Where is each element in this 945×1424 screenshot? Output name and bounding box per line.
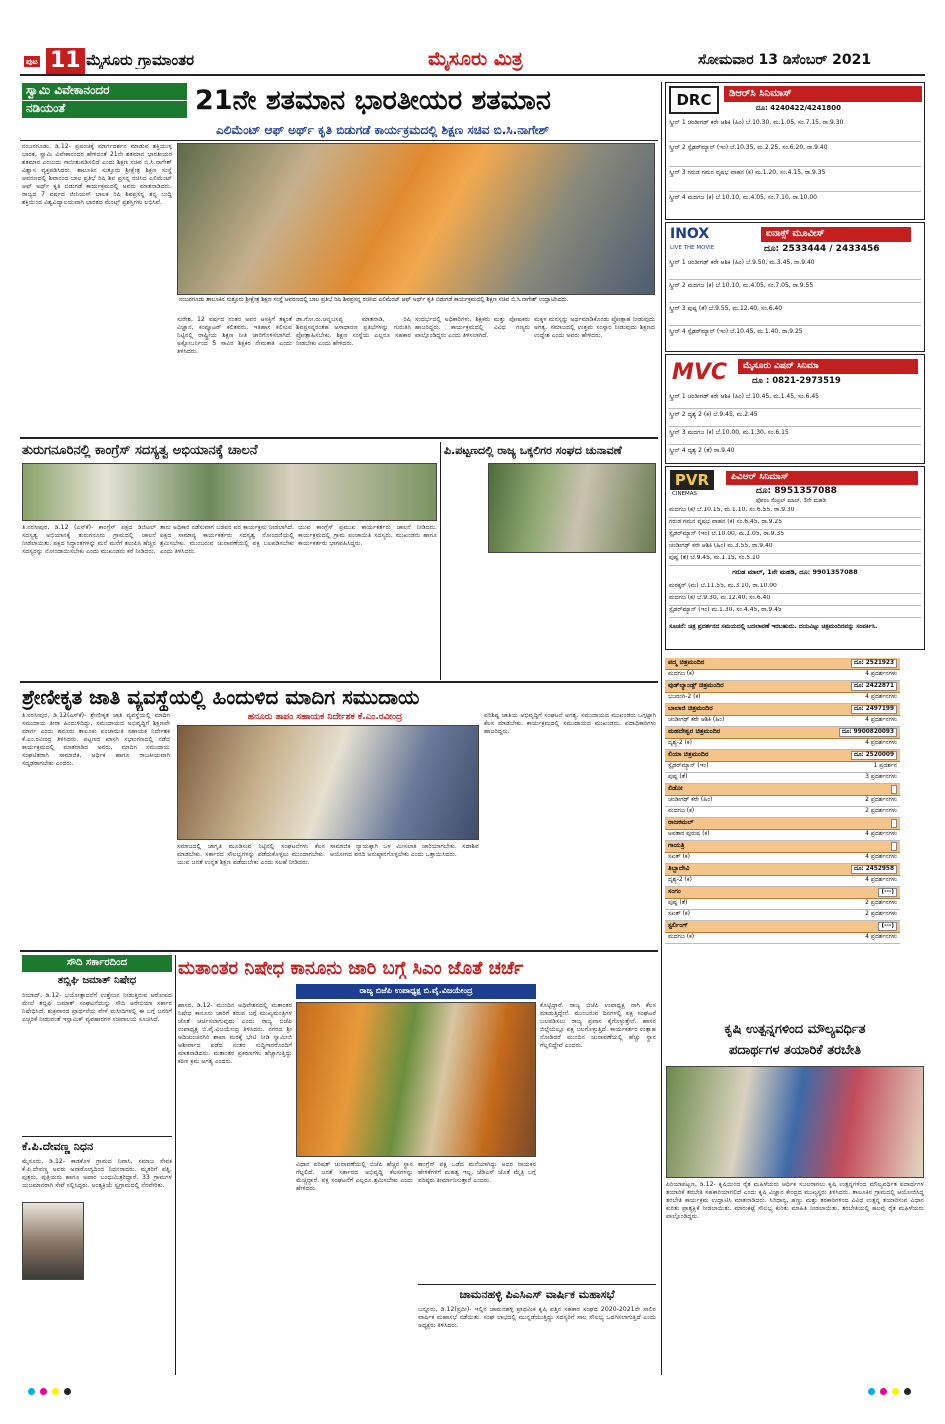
story1-body-d: ಸಂದರ್ಭದಲ್ಲಿ ಅಧಿಕಾರಿಗಳು, ಶಿಕ್ಷಕರು ಮತ್ತು ಪೋಷಕರು ಹಾಜರಿದ್ದರು. ಕಾರ್ಯಕ್ರಮದಲ್ಲಿ ವಿವಿಧ ಗಣ್ಯರು ಪಾಲ್ಗೊಂಡಿದ್ದರು ಎಂದು ತಿಳಿಸಲಾಗಿದೆ. bbox=[415, 316, 530, 340]
registration-mark bbox=[40, 1388, 47, 1395]
theatre-header bbox=[665, 658, 900, 670]
film-shows: 4 ಪ್ರದರ್ಶನಗಳು bbox=[865, 853, 897, 860]
date: ಸೋಮವಾರ 13 ಡಿಸೆಂಬರ್ 2021 bbox=[698, 52, 872, 68]
film-shows: 2 ಪ್ರದರ್ಶನಗಳು bbox=[865, 796, 897, 803]
mvc-row-3: ಸ್ಕ್ರೀನ್ 3 ಮದಗಜ (ಕ) ಬೆ.10.00, ಮ.1.30, ಸಂ.6.15 bbox=[669, 429, 921, 445]
registration-mark bbox=[880, 1388, 887, 1395]
story8-body: ಪಿರಿಯಾಪಟ್ಟಣ, ಡಿ.12- ಕೃಷಿಯಿಂದ ರೈತ ಮಹಿಳೆಯರು ಆರ್ಥಿಕ ಸಬಲರಾಗಲು ಕೃಷಿ ಉತ್ಪನ್ನಗಳಿಂದ ಮೌಲ್ಯವರ್ಧಿತ ಪದಾರ್ಥಗಳ ತಯಾರಿಕೆ ತರಬೇತಿ ಸಹಕಾರಿಯಾಗಲಿದೆ ಎಂದು ಕೃಷಿ ವಿಜ್ಞಾನ ಕೇಂದ್ರದ ಮುಖ್ಯಸ್ಥರು ತಿಳಿಸಿದರು. ತಾಲೂಕಿನ ಗ್ರಾಮದಲ್ಲಿ ಆಯೋಜಿಸಿದ್ದ ತರಬೇತಿ ಕಾರ್ಯಕ್ರಮ ಉದ್ಘಾಟಿಸಿ ಮಾತನಾಡಿದರು. ಸಿರಿಧಾನ್ಯ, ಹಣ್ಣು ಮತ್ತು ತರಕಾರಿಗಳಿಂದ ವಿವಿಧ ಉತ್ಪನ್ನ ತಯಾರಿಸುವ ವಿಧಾನ ಕುರಿತು ಪ್ರಾತ್ಯಕ್ಷಿಕೆ ನೀಡಲಾಯಿತು. ಮಾರುಕಟ್ಟೆ ಸೌಲಭ್ಯ ಕುರಿತು ಮಾಹಿತಿ ನೀಡಲಾಯಿತು. ತರಬೇತಿಯಲ್ಲಿ ಹಲವು ರೈತ ಮಹಿಳೆಯರು ಪಾಲ್ಗೊಂಡಿದ್ದರು. bbox=[666, 1181, 924, 1221]
story7-headline: ಚಾಮನಹಳ್ಳಿ ಪಿಎಸಿಎಸ್ ವಾರ್ಷಿಕ ಮಹಾಸಭೆ bbox=[459, 1288, 615, 1301]
inox-row-3: ಸ್ಕ್ರೀನ್ 3 ಪುಷ್ಪ (ತೆ) ಬೆ.9.55, ಮ.12.40, ಸಂ.6.40 bbox=[669, 305, 921, 326]
inox-row-2: ಸ್ಕ್ರೀನ್ 2 ಮದಗಜ (ಕ) ಬೆ.10.10, ಮ.4.05, ಸಂ.7.05, ರಾ.9.55 bbox=[669, 282, 921, 303]
pvr-tag: CINEMAS bbox=[672, 491, 698, 497]
theatre-film-row bbox=[665, 762, 900, 773]
film-title: ಚಂಡೀಗಢ್ ಕರೇ ಆಶಿಕಿ (ಹಿಂ) bbox=[668, 716, 725, 723]
theatre-film-row bbox=[665, 739, 900, 750]
inox-phone: ದೂ: 2533444 / 2433456 bbox=[764, 244, 880, 254]
film-title: ದೃಶ್ಯ-2 (ಕ) bbox=[668, 739, 692, 746]
theatre-phone: ದೂ: 2452958 bbox=[851, 865, 897, 874]
theatre-header bbox=[665, 818, 900, 830]
section-title: ಮೈಸೂರು ಗ್ರಾಮಾಂತರ bbox=[86, 52, 195, 69]
drc-name: ಡಿಆರ್‌ಸಿ ಸಿನಿಮಾಸ್ bbox=[724, 86, 922, 102]
film-title: ಮದಗಜ (ಕ) bbox=[668, 807, 695, 814]
registration-mark bbox=[904, 1388, 911, 1395]
film-shows: 4 ಪ್ರದರ್ಶನಗಳು bbox=[865, 830, 897, 837]
pvr-row-3: ಸ್ಪೈಡರ್‌ಮ್ಯಾನ್ (ಇಂ) ಬೆ.10.00, ಮ.1.05, ರಾ.9.35 bbox=[669, 531, 921, 542]
theatre-header bbox=[665, 841, 900, 853]
pvr-logo: PVR bbox=[670, 470, 714, 490]
story4-subhead: ಹನೂರು ತಾಪಂ ಸಹಾಯಕ ನಿರ್ದೇಶಕ ಕೆ.ಎಂ.ರವೀಂದ್ರ bbox=[247, 712, 403, 722]
kicker-2: ನಡಿಯಂತೆ bbox=[22, 101, 187, 118]
story4-body-c: ಸಾಮಾಜಿಕ ನ್ಯಾಯಕ್ಕಾಗಿ ಒಳ ಮೀಸಲಾತಿ ಜಾರಿಯಾಗಬೇಕು. ಸದಾಶಿವ ಆಯೋಗದ ವರದಿ ಅನುಷ್ಠಾನಗೊಳ್ಳಬೇಕು ಎಂದು ಒತ್ತಾಯಿಸಿದರು. bbox=[330, 843, 479, 859]
theatre-film-row bbox=[665, 670, 900, 681]
pvr-phone: ದೂ: 8951357088 bbox=[756, 486, 837, 496]
story4-photo bbox=[177, 725, 479, 840]
story1-subhead: ಎಲಿಮೆಂಟ್ ಆಫ್ ಅರ್ಥ್ ಕೃತಿ ಬಿಡುಗಡೆ ಕಾರ್ಯಕ್ರಮದಲ್ಲಿ ಶಿಕ್ಷಣ ಸಚಿವ ಬಿ.ಸಿ.ನಾಗೇಶ್ bbox=[216, 124, 549, 137]
theatre-header bbox=[665, 864, 900, 876]
theatre-header bbox=[665, 704, 900, 716]
story2-headline: ತುರುಗನೂರಿನಲ್ಲಿ ಕಾಂಗ್ರೆಸ್ ಸದಸ್ಯತ್ವ ಅಭಿಯಾನಕ್ಕೆ ಚಾಲನೆ bbox=[22, 443, 258, 458]
theatre-name: ಬಾಲಾಜಿ ಚಿತ್ರಮಂದಿರ bbox=[668, 704, 713, 712]
mvc-row-2: ಸ್ಕ್ರೀನ್ 2 ದೃಶ್ಯ 2 (ಕ) ಬೆ.9.45, ಮ.2.45 bbox=[669, 411, 921, 427]
drc-row-4: ಸ್ಕ್ರೀನ್ 4 ಮದಗಜ (ಕ) ಬೆ.10.10, ಮ.4.05, ಸಂ.7.10, ರಾ.10.00 bbox=[669, 194, 817, 201]
film-shows: 2 ಪ್ರದರ್ಶನಗಳು bbox=[865, 807, 897, 814]
film-shows: 4 ಪ್ರದರ್ಶನಗಳು bbox=[865, 670, 897, 677]
theatre-name: ಸ್ಟರ್ಲಿಂಗ್ bbox=[668, 921, 688, 929]
theatre-name: ತಿಬ್ಬಾದೇವಿ bbox=[668, 864, 690, 872]
film-title: ಪುಷ್ಪ (ತೆ) bbox=[668, 899, 688, 906]
pvr-sub: ಫೋರಂ ಸೆಂಟ್ರಲ್ ಮಾಲ್, 3ನೇ ಮಹಡಿ bbox=[756, 498, 826, 504]
theatre-name: ಪದ್ಮ ಚಿತ್ರಮಂದಿರ bbox=[668, 658, 705, 666]
obit-headline: ಕೆ.ಪಿ.ದೇವಣ್ಣ ನಿಧನ bbox=[22, 1140, 94, 1153]
inox-row-4: ಸ್ಕ್ರೀನ್ 4 ಸ್ಪೈಡರ್‌ಮ್ಯಾನ್ (ಇಂ) ಬೆ.10.45, ಮ.1.40, ರಾ.9.25 bbox=[669, 328, 803, 335]
theatre-header bbox=[665, 921, 900, 933]
pvr-row-1: ಮದಗಜ (ಕ) ಬೆ.10.15, ಮ.1.10, ಸಂ.6.55, ರಾ.9.30 bbox=[669, 507, 921, 518]
story4-body-b: ಸಮಾಜದಲ್ಲಿ ಜಾಗೃತಿ ಮೂಡಿಸುವ ನಿಟ್ಟಿನಲ್ಲಿ ಸಂಘಟನೆಗಳು ಕೆಲಸ ಮಾಡಬೇಕು. ಸರ್ಕಾರದ ಸೌಲಭ್ಯಗಳನ್ನು ಪಡೆದುಕೊಳ್ಳಲು ಮುಂದಾಗಬೇಕು. ಯುವ ಜನತೆ ಉನ್ನತ ಶಿಕ್ಷಣ ಪಡೆಯಬೇಕು ಎಂದು ಸಲಹೆ ನೀಡಿದರು. bbox=[177, 843, 325, 867]
pvr-block bbox=[665, 466, 925, 650]
theatre-list bbox=[665, 658, 900, 1008]
registration-mark bbox=[868, 1388, 875, 1395]
theatre-phone: ದೂ: 2520009 bbox=[851, 751, 897, 760]
theatre-film-row bbox=[665, 933, 900, 944]
film-title: ಸಖತ್ (ಕ) bbox=[668, 853, 690, 860]
drc-phone: ದೂ: 4240422/4241800 bbox=[756, 104, 841, 112]
story8-photo bbox=[666, 1066, 924, 1178]
registration-mark bbox=[52, 1388, 59, 1395]
theatre-name: ವುಡ್‌ಲ್ಯಾಂಡ್ಸ್ ಚಿತ್ರಮಂದಿರ bbox=[668, 681, 724, 689]
theatre-film-row bbox=[665, 796, 900, 807]
inox-name: ಐನಾಕ್ಸ್ ಮೂವೀಸ್ bbox=[761, 227, 911, 242]
pvr-row-4: ಚಂಡೀಗಢ್ ಕರೇ ಆಶಿಕಿ (ಹಿಂ) ಮ.3.55, ರಾ.9.40 bbox=[669, 543, 921, 554]
theatre-header bbox=[665, 727, 900, 739]
story5-body: ರಿಯಾದ್, ಡಿ.12- ಭಯೋತ್ಪಾದನೆಗೆ ಉತ್ತೇಜನ ನೀಡುತ್ತಿರುವ ಆರೋಪದ ಮೇಲೆ ತಬ್ಲಿಘಿ ಜಮಾತ್ ಸಂಘಟನೆಯನ್ನು ಸೌದಿ ಅರೇಬಿಯಾ ಸರ್ಕಾರ ನಿಷೇಧಿಸಿದೆ. ಶುಕ್ರವಾರದ ಪ್ರಾರ್ಥನೆಯ ವೇಳೆ ಮಸೀದಿಗಳಲ್ಲಿ ಈ ಬಗ್ಗೆ ಜನರಿಗೆ ಎಚ್ಚರಿಕೆ ನೀಡುವಂತೆ ಇಸ್ಲಾಮಿಕ್ ವ್ಯವಹಾರಗಳ ಸಚಿವಾಲಯ ಸೂಚಿಸಿದೆ. bbox=[22, 992, 172, 1024]
theatre-header bbox=[665, 681, 900, 693]
film-title: ಮದಗಜ (ಕ) bbox=[668, 933, 695, 940]
theatre-film-row bbox=[665, 716, 900, 727]
theatre-name: ರಾಜಕಮಲ್ bbox=[668, 818, 694, 826]
film-shows: 4 ಪ್ರದರ್ಶನಗಳು bbox=[865, 716, 897, 723]
drc-row-2: ಸ್ಕ್ರೀನ್ 2 ಸ್ಪೈಡರ್‌ಮ್ಯಾನ್ (ಇಂ) ಬೆ.10.35, ಮ.2.25, ಸಂ.6.20, ರಾ.9.40 bbox=[669, 144, 921, 167]
film-title: ಪುಷ್ಪ (ತೆ) bbox=[668, 773, 688, 780]
story2-body-c: ಯುವ ಕಾಂಗ್ರೆಸ್ ಪ್ರಮುಖ ಕಾರ್ಯಕರ್ತರು ಚಾಲನೆ ನೀಡಿದರು. ಕಾರ್ಯಕ್ರಮದಲ್ಲಿ ಗ್ರಾಮ ಪಂಚಾಯಿತಿ ಸದಸ್ಯರು, ಮುಖಂಡರು ಹಾಗೂ ಕಾರ್ಯಕರ್ತರು ಭಾಗವಹಿಸಿದ್ದರು. bbox=[298, 524, 437, 548]
pvr-name: ಪಿವಿಆರ್ ಸಿನಿಮಾಸ್ bbox=[726, 471, 918, 485]
mvc-row-1: ಸ್ಕ್ರೀನ್ 1 ಚಂಡೀಗಢ್ ಕರೇ ಆಶಿಕಿ (ಹಿಂ) ಬೆ.10.45, ಮ.1.45, ಸಂ.6.45 bbox=[669, 393, 921, 409]
pvr-row-2: ಗರುಡ ಗಮನ ವೃಷಭ ವಾಹನ (ಕ) ಸಂ.6.45, ರಾ.9.25 bbox=[669, 519, 921, 530]
pvr-mall: ಗರುಡ ಮಾಲ್, 1ನೇ ಮಹಡಿ, ದೂ: 9901357088 bbox=[732, 569, 858, 576]
page-label: ಪುಟ bbox=[26, 57, 38, 66]
pvr-mall-row-2: ಮದಗಜ (ಕ) ಬೆ.9.30, ಮ.12.40, ಸಂ.6.40 bbox=[669, 595, 921, 606]
inox-row-1: ಸ್ಕ್ರೀನ್ 1 ಚಂಡೀಗಢ್ ಕರೇ ಆಶಿಕಿ (ಹಿಂ) ಬೆ.9.50, ಮ.3.45, ರಾ.9.40 bbox=[669, 259, 921, 280]
film-title: ಅವತಾರ ಪುರುಷ (ಕ) bbox=[668, 830, 710, 837]
theatre-film-row bbox=[665, 693, 900, 704]
story6-body-c: ಕಾಂಗ್ರೆಸ್ ಪಕ್ಷ ಒಡೆದ ಮನೆಯಾಗಿದ್ದು ಅದರ ನಾಯಕರ ಹೇಳಿಕೆಗಳಿಗೆ ಮಹತ್ವ ಇಲ್ಲ. ಜೆಡಿಎಸ್ ಜೊತೆ ಮೈತ್ರಿ ಬಗ್ಗೆ ವರಿಷ್ಠರು ತೀರ್ಮಾನಿಸುತ್ತಾರೆ ಎಂದರು. bbox=[418, 1161, 536, 1185]
film-title: ಮದಗಜ (ಕ) bbox=[668, 670, 695, 677]
film-title: ಸಖತ್ (ಕ) bbox=[668, 910, 690, 917]
theatre-film-row bbox=[665, 876, 900, 887]
header-bar bbox=[20, 46, 925, 76]
story1-caption: ನಂಜನಗೂಡು ತಾಲೂಕಿನ ಸುತ್ತೂರು ಶ್ರೀಕ್ಷೇತ್ರ ಶಿಕ್ಷಣ ಸಂಸ್ಥೆ ಆವರಣದಲ್ಲಿ ಬಾಲ ಪ್ರತಿಭೆ ರಿಷಿ ಶಿವಪ್ರಸನ್ನ ರಚಿಸಿದ ಎಲಿಮೆಂಟ್ ಆಫ್ ಅರ್ಥ್ ಕೃತಿ ಬಿಡುಗಡೆ ಕಾರ್ಯಕ್ರಮದಲ್ಲಿ ಶಿಕ್ಷಣ ಸಚಿವ ಬಿ.ಸಿ.ನಾಗೇಶ್ ಉದ್ಘಾಟಿಸಿದರು. bbox=[177, 296, 655, 314]
film-title: ಸ್ಪೈಡರ್‌ಮ್ಯಾನ್ (ಇಂ) bbox=[668, 762, 709, 769]
pvr-mall-row-3: ಸ್ಪೈಡರ್‌ಮ್ಯಾನ್ (ಇಂ) ಮ.1.30, ಸಂ.4.45, ರಾ.9.45 bbox=[669, 607, 921, 618]
mvc-logo: MVC bbox=[672, 360, 728, 385]
story6-headline: ಮತಾಂತರ ನಿಷೇಧ ಕಾನೂನು ಜಾರಿ ಬಗ್ಗೆ ಸಿಎಂ ಜೊತೆ ಚರ್ಚೆ bbox=[178, 958, 524, 979]
film-title: ಭಜರಂಗಿ-2 (ಕ) bbox=[668, 693, 701, 700]
theatre-film-row bbox=[665, 830, 900, 841]
film-shows: 4 ಪ್ರದರ್ಶನಗಳು bbox=[865, 933, 897, 940]
story3-photo bbox=[488, 463, 656, 553]
theatre-phone: ದೂ: 2497199 bbox=[851, 705, 897, 714]
film-shows: 3 ಪ್ರದರ್ಶನಗಳು bbox=[865, 773, 897, 780]
story1-body-a: ನಂಜನಗೂಡು, ಡಿ.12- ಪ್ರಪಂಚಕ್ಕೆ ಮಾರ್ಗದರ್ಶನ ಮಾಡುವ ಶಕ್ತಿಯುಳ್ಳ ಭಾರತ, ಸ್ವಾಮಿ ವಿವೇಕಾನಂದರ ಹೇಳಿದಂತೆ 21ನೇ ಶತಮಾನ ಭಾರತೀಯರ ಶತಮಾನ ಎಂಬುದು ಸಾಬೀತುಪಡಿಸಲಿದೆ ಎಂದು ಶಿಕ್ಷಣ ಸಚಿವ ಬಿ.ಸಿ.ನಾಗೇಶ್ ವಿಶ್ವಾಸ ವ್ಯಕ್ತಪಡಿಸಿದರು. ತಾಲೂಕಿನ ಸುತ್ತೂರು ಶ್ರೀಕ್ಷೇತ್ರ ಶಿಕ್ಷಣ ಸಂಸ್ಥೆ ಆವರಣದಲ್ಲಿ ಶಿವಾನಂದ ಬಾಲ ಪ್ರತಿಭೆ ರಿಷಿ ಶಿವ ಪ್ರಸನ್ನ ರಚಿಸಿದ ಎಲಿಮೆಂಟ್ ಆಫ್ ಅರ್ಥ್ ಕೃತಿ ಬಿಡುಗಡೆ ಕಾರ್ಯಕ್ರಮದಲ್ಲಿ ಅವರು ಮಾತನಾಡಿದರು. ರಾಜ್ಯದ 7 ವರ್ಷದ ಜೀನಿಯಸ್ ಬಾಲಕ ರಿಷಿ ಶಿವಪ್ರಸನ್ನ ತನ್ನ ಬುದ್ಧಿ ಶಕ್ತಿಯಿಂದ ವಿಶ್ವವಿದ್ಯಾಲಯವಾಗಿ ಭಾರತದ ಮೆಂಟ್ಸ್ ಪ್ರಶಸ್ತಿಗಳು ಲಭಿಸಿವೆ. bbox=[22, 143, 172, 207]
inox-block bbox=[665, 222, 925, 352]
theatre-header bbox=[665, 887, 900, 899]
story5-kicker-1: ಸೌದಿ ಸರ್ಕಾರದಿಂದ bbox=[22, 955, 172, 972]
kicker-1: ಸ್ವಾಮಿ ವಿವೇಕಾನಂದರ bbox=[22, 83, 187, 100]
theatre-phone bbox=[891, 819, 897, 828]
mvc-block bbox=[665, 354, 925, 464]
film-shows: 1 ಪ್ರದರ್ಶನ bbox=[873, 762, 897, 769]
theatre-film-row bbox=[665, 899, 900, 910]
story1-body-b: ಸುರೇಶ, 12 ವರ್ಷದ ನಂತರ ಅವರ ಆಸಕ್ತಿಗೆ ತಕ್ಕಂತೆ ವಿಜ್ಞಾನ, ಕಂಪ್ಯೂಟರ್ ಕಲಿತವರು, ಇತಿಹಾಸ ಕಲಿಸುವ ನಿಟ್ಟಿನಲ್ಲಿ ರಾಷ್ಟ್ರೀಯ ಶಿಕ್ಷಣ ನೀತಿ ಜಾರಿಗೊಳಿಸಲಾಗಿದೆ. ಅಕ್ಟೋಬರ್ನಿಂದ 5 ಸಾವಿರ ಶಿಕ್ಷಕರ ನೇಮಕಾತಿ ಎಂದು ತಿಳಿಸಿದರು. bbox=[177, 316, 292, 356]
story8-headline-1: ಕೃಷಿ ಉತ್ಪನ್ನಗಳಿಂದ ಮೌಲ್ಯವರ್ಧಿತ bbox=[724, 1022, 866, 1037]
story5-kicker-2: ತಬ್ಲಿಘಿ ಜಮಾತ್ ನಿಷೇಧ bbox=[57, 975, 137, 986]
theatre-name: ಮಹದೇಶ್ವರ ಚಿತ್ರಮಂದಿರ bbox=[668, 727, 721, 735]
mvc-name: ಮೈಸೂರು ವಿಷನ್ ಸಿನಿಮಾ bbox=[738, 359, 918, 374]
story3-headline: ಪಿ.ಪಟ್ಟಣದಲ್ಲಿ ರಾಜ್ಯ ಒಕ್ಕಲಿಗರ ಸಂಘದ ಚುನಾವಣೆ bbox=[444, 444, 622, 457]
theatre-film-row bbox=[665, 773, 900, 784]
film-title: ಚಂಡೀಗಢ್ ಕರೇ (ಹಿಂ) bbox=[668, 796, 713, 803]
film-shows: 4 ಪ್ರದರ್ಶನಗಳು bbox=[865, 739, 897, 746]
story4-headline: ಶ್ರೇಣೀಕೃತ ಜಾತಿ ವ್ಯವಸ್ಥೆಯಲ್ಲಿ ಹಿಂದುಳಿದ ಮಾದಿಗ ಸಮುದಾಯ bbox=[22, 685, 420, 709]
registration-mark bbox=[892, 1388, 899, 1395]
drc-logo: DRC bbox=[669, 86, 719, 114]
story2-body-a: ತಿ.ನರಸೀಪುರ, ಡಿ.12 (ಎಸ್‌ಕೆ)- ಕಾಂಗ್ರೆಸ್ ಪಕ್ಷದ ಡಿಜಿಟಲ್ ಸದಸ್ಯತ್ವ ಅಭಿಯಾನಕ್ಕೆ ತುರುಗನೂರು ಗ್ರಾಮದಲ್ಲಿ ಚಾಲನೆ ನೀಡಲಾಯಿತು. ಪಕ್ಷದ ಸಿದ್ಧಾಂತಗಳನ್ನು ಮನೆ ಮನೆಗೆ ತಲುಪಿಸಿ ಹೆಚ್ಚಿನ ಸದಸ್ಯರನ್ನು ನೋಂದಾಯಿಸಬೇಕು ಎಂದು ಮುಖಂಡರು ಕರೆ ನೀಡಿದರು. bbox=[22, 524, 156, 556]
story1-photo bbox=[177, 143, 655, 295]
theatre-phone: ದೂ: 2422871 bbox=[851, 682, 897, 691]
story7-body: ಬನ್ನೂರು, ಡಿ.12(ಪ್ರದೀ)- ಇಲ್ಲಿನ ಚಾಮನಹಳ್ಳಿ ಪ್ರಾಥಮಿಕ ಕೃಷಿ ಪತ್ತಿನ ಸಹಕಾರ ಸಂಘದ 2020-2021ನೇ ಸಾಲಿನ ವಾರ್ಷಿಕ ಮಹಾಸಭೆ ನಡೆಯಿತು. ಸಂಘ ಲಾಭದಲ್ಲಿ ಮುನ್ನಡೆಯುತ್ತಿದ್ದು ಸದಸ್ಯರಿಗೆ ಸಾಲ ಸೌಲಭ್ಯ ಒದಗಿಸಲಾಗುತ್ತಿದೆ ಎಂದು ಅಧ್ಯಕ್ಷರು ತಿಳಿಸಿದರು. bbox=[418, 1306, 656, 1330]
theatre-phone: (---) bbox=[878, 888, 897, 897]
theatre-film-row bbox=[665, 853, 900, 864]
theatre-phone: (---) bbox=[878, 922, 897, 931]
theatre-name: ಲಿಡೋ bbox=[668, 784, 683, 792]
story6-body-a: ಹಾಸನ, ಡಿ.12- ಮುಂದಿನ ಅಧಿವೇಶನದಲ್ಲಿ ಮತಾಂತರ ನಿಷೇಧ ಕಾನೂನು ಜಾರಿಗೆ ತರುವ ಬಗ್ಗೆ ಮುಖ್ಯಮಂತ್ರಿಗಳ ಜೊತೆ ಚರ್ಚಿಸಲಾಗುವುದು ಎಂದು ರಾಜ್ಯ ಬಿಜೆಪಿ ಉಪಾಧ್ಯಕ್ಷ ಬಿ.ವೈ.ವಿಜಯೇಂದ್ರ ತಿಳಿಸಿದರು. ನಗರದ ಶ್ರೀ ಆದಿಚುಂಚನಗಿರಿ ಶಾಖಾ ಮಠಕ್ಕೆ ಭೇಟಿ ನೀಡಿ ಸ್ವಾಮೀಜಿ ಆಶೀರ್ವಾದ ಪಡೆದ ನಂತರ ಸುದ್ದಿಗಾರರೊಂದಿಗೆ ಮಾತನಾಡಿದರು. ಮತಾಂತರ ಪ್ರಕರಣಗಳು ಹೆಚ್ಚಾಗುತ್ತಿದ್ದು ಕಠಿಣ ಕ್ರಮ ಅಗತ್ಯ ಎಂದರು. bbox=[178, 1002, 292, 1066]
film-shows: 4 ಪ್ರದರ್ಶನಗಳು bbox=[865, 876, 897, 883]
registration-mark bbox=[28, 1388, 35, 1395]
theatre-film-row bbox=[665, 910, 900, 921]
story4-body-d: ಪರಿಶಿಷ್ಟ ಜಾತಿಯ ಅಭಿವೃದ್ಧಿಗೆ ಸಂಘಟನೆ ಅಗತ್ಯ. ಸಮುದಾಯದ ಮುಖಂಡರು ಒಗ್ಗಟ್ಟಾಗಿ ಕೆಲಸ ಮಾಡಬೇಕು. ಕಾರ್ಯಕ್ರಮದಲ್ಲಿ ಸಮುದಾಯದ ಮುಖಂಡರು, ಪದಾಧಿಕಾರಿಗಳು ಹಾಜರಿದ್ದರು. bbox=[484, 712, 656, 736]
story2-body-b: ತಾನು ಅಧಿಕಾರ ನಡೆಸುವಾಗ ಬಡವರ ಪರ ಕಾರ್ಯಕ್ರಮ ನೀಡಲಾಗಿದೆ. ಪಕ್ಷದ ಸಾಮಾನ್ಯ ಕಾರ್ಯಕರ್ತರು ಸದಸ್ಯತ್ವ ನೋಂದಣಿಯಲ್ಲಿ ಶ್ರಮಿಸಬೇಕು. ಮುಂಬರುವ ಚುನಾವಣೆಯಲ್ಲಿ ಪಕ್ಷ ಬಲಪಡಿಸಬೇಕು ಎಂದು ತಿಳಿಸಿದರು. bbox=[160, 524, 294, 556]
drc-block bbox=[665, 82, 925, 220]
pvr-mall-row-1: ಮರಕ್ಕರ್ (ಮ) ಬೆ.11.55, ಮ.3.10, ರಾ.10.00 bbox=[669, 583, 921, 594]
inox-logo: INOX bbox=[670, 226, 710, 242]
film-shows: 4 ಪ್ರದರ್ಶನಗಳು bbox=[865, 693, 897, 700]
story1-body-e: ಮಕ್ಕಳ ಮನಸ್ಸನ್ನು ಅರ್ಥಮಾಡಿಕೊಂಡು ಪ್ರೋತ್ಸಾಹ ನೀಡುವುದು ಅಗತ್ಯ. ಸಮಾಜದಲ್ಲಿ ಉತ್ತಮ ಸಂಸ್ಕಾರ ನೀಡುವುದು ಶಿಕ್ಷಣದ ಉದ್ದೇಶ ಎಂದು ಅವರು ಹೇಳಿದರು. bbox=[534, 316, 655, 340]
story4-body-a: ತಿ.ನರಸೀಪುರ, ಡಿ.12(ಎಸ್‌ಕೆ)- ಶ್ರೇಣೀಕೃತ ಜಾತಿ ವ್ಯವಸ್ಥೆಯಲ್ಲಿ ಮಾದಿಗ ಸಮುದಾಯ ತೀರಾ ಹಿಂದುಳಿದಿದ್ದು, ಸಮುದಾಯದ ಅಭಿವೃದ್ಧಿಗೆ ಶಿಕ್ಷಣವೇ ಮಾರ್ಗ ಎಂದು ಹನೂರು ತಾಲೂಕು ಪಂಚಾಯಿತಿ ಸಹಾಯಕ ನಿರ್ದೇಶಕ ಕೆ.ಎಂ.ರವೀಂದ್ರ ತಿಳಿಸಿದರು. ಪಟ್ಟಣದ ಖಾಸಗಿ ಸಭಾಂಗಣದಲ್ಲಿ ನಡೆದ ಕಾರ್ಯಕ್ರಮದಲ್ಲಿ ಮಾತನಾಡಿದ ಅವರು, ಮಾದಿಗ ಸಮುದಾಯ ಸಂಘಟಿತರಾಗಿ ಸಾಮಾಜಿಕ, ಆರ್ಥಿಕ ಹಾಗೂ ರಾಜಕೀಯವಾಗಿ ಸದೃಢರಾಗಬೇಕು ಎಂದರು. bbox=[22, 712, 170, 768]
theatre-film-row bbox=[665, 807, 900, 818]
masthead: ಮೈಸೂರು ಮಿತ್ರ bbox=[428, 49, 523, 70]
cinema-notice: ಸೂಚನೆ: ಚಿತ್ರ ಪ್ರದರ್ಶನದ ಸಮಯದಲ್ಲಿ ಬದಲಾವಣೆ ಇರಬಹುದು. ದಯವಿಟ್ಟು ಚಿತ್ರಮಂದಿರವನ್ನು ಸಂಪರ್ಕಿಸಿ. bbox=[669, 623, 878, 630]
drc-row-3: ಸ್ಕ್ರೀನ್ 3 ಗರುಡ ಗಮನ ವೃಷಭ ವಾಹನ (ಕ) ಮ.1.20, ಸಂ.4.15, ರಾ.9.35 bbox=[669, 169, 921, 192]
theatre-name: ಲಿಯಾ ಚಿತ್ರಮಂದಿರ bbox=[668, 750, 709, 758]
mvc-row-4: ಸ್ಕ್ರೀನ್ 4 ದೃಶ್ಯ 2 (ತೆ) ರಾ.9.40 bbox=[669, 447, 735, 454]
theatre-name: ಸಂಗಂ bbox=[668, 887, 681, 895]
story6-body-d: ಕೊಟ್ಟಿದ್ದಾರೆ. ರಾಜ್ಯ ಬಿಜೆಪಿ ಉಪಾಧ್ಯಕ್ಷ ನಾಗಿ ಕೆಲಸ ಮಾಡುತ್ತಿದ್ದೇನೆ. ಮುಂಬರುವ ದಿನಗಳಲ್ಲಿ ಪಕ್ಷ ಸಂಘಟನೆ ಬಲಪಡಿಸಲು ರಾಜ್ಯ ಪ್ರವಾಸ ಕೈಗೊಳ್ಳುತ್ತೇನೆ. ಹಾಸನ ಜಿಲ್ಲೆಯಲ್ಲೂ ಪಕ್ಷ ಬಲಗೊಳ್ಳುತ್ತಿದೆ. ಕಾರ್ಯಕರ್ತರ ಉತ್ಸಾಹ ನೋಡಿದರೆ ಮುಂದಿನ ಚುನಾವಣೆಯಲ್ಲಿ ಹೆಚ್ಚು ಸ್ಥಾನ ಗೆಲ್ಲಲಿದ್ದೇವೆ ಎಂದರು. bbox=[540, 1002, 656, 1050]
theatre-phone: ದೂ: 9900820093 bbox=[839, 728, 897, 737]
story6-body-b: ವಿಧಾನ ಪರಿಷತ್ ಚುನಾವಣೆಯಲ್ಲಿ ಬಿಜೆಪಿ ಹೆಚ್ಚಿನ ಸ್ಥಾನ ಗೆಲ್ಲಲಿದೆ. ಜನತೆ ಸರ್ಕಾರದ ಅಭಿವೃದ್ಧಿ ಕೆಲಸಗಳನ್ನು ಮೆಚ್ಚಿದ್ದಾರೆ. ಪಕ್ಷ ಸಂಘಟನೆಗೆ ಎಲ್ಲರೂ ಶ್ರಮಿಸಬೇಕು ಎಂದು ಹೇಳಿದರು. bbox=[296, 1161, 413, 1193]
theatre-header bbox=[665, 750, 900, 762]
theatre-phone: ದೂ: 2521923 bbox=[851, 659, 897, 668]
pvr-row-5: ಪುಷ್ಪ (ತೆ) ಬೆ.9.45, ಮ.1.15, ಸಂ.5.10 bbox=[669, 555, 921, 566]
obit-body: ಮೈಸೂರು, ಡಿ.12- ಕಾಡಕೊಳ ಗ್ರಾಮದ ನಿವಾಸಿ, ಸಮಾಜ ಸೇವಕ ಕೆ.ಪಿ.ದೇವಣ್ಣ ಅವರು ಅನಾರೋಗ್ಯದಿಂದ ನಿಧನರಾದರು. ಮೃತರಿಗೆ ಪತ್ನಿ, ಪುತ್ರರು, ಪುತ್ರಿಯರು ಹಾಗೂ ಅಪಾರ ಬಂಧುಮಿತ್ರರಿದ್ದಾರೆ. 33 ಗ್ರಾಮಗಳ ಯಜಮಾನರಾಗಿ ಸೇವೆ ಸಲ್ಲಿಸಿದ್ದರು. ಅಂತ್ಯಕ್ರಿಯೆ ಸ್ವಗ್ರಾಮದಲ್ಲಿ ನೆರವೇರಿತು. bbox=[22, 1158, 172, 1190]
story2-photo bbox=[22, 463, 437, 521]
inox-tag: LIVE THE MOVIE bbox=[670, 245, 715, 251]
theatre-name: ಗಾಯತ್ರಿ bbox=[668, 841, 685, 849]
page-number: 11 bbox=[46, 48, 85, 74]
theatre-phone bbox=[891, 842, 897, 851]
theatre-header bbox=[665, 784, 900, 796]
mvc-phone: ದೂ : 0821-2973519 bbox=[752, 376, 841, 386]
story1-body-c: ಡಾ.ಗೋ.ರು.ಚನ್ನಬಸಪ್ಪ ಮಾತನಾಡಿ, ರಿಷಿ ಶಿವಪ್ರಸನ್ನರಂತಹ ಅಸಾಧಾರಣ ಪ್ರತಿಭೆಗಳನ್ನು ಗುರುತಿಸಿ ಪ್ರೋತ್ಸಾಹಿಸಬೇಕು. ಶಿಕ್ಷಣ ಸಂಸ್ಥೆಯ ಎಲ್ಲರೂ ಸಹಕಾರ ನೀಡಬೇಕು ಎಂದು ಹೇಳಿದರು. bbox=[296, 316, 411, 348]
film-shows: 2 ಪ್ರದರ್ಶನಗಳು bbox=[865, 899, 897, 906]
registration-mark bbox=[64, 1388, 71, 1395]
story6-subhead: ರಾಜ್ಯ ಬಿಜೆಪಿ ಉಪಾಧ್ಯಕ್ಷ ಬಿ.ವೈ.ವಿಜಯೇಂದ್ರ bbox=[296, 984, 536, 999]
film-title: ದೃಶ್ಯ-2 (ಕ) bbox=[668, 876, 692, 883]
story1-headline: 21ನೇ ಶತಮಾನ ಭಾರತೀಯರ ಶತಮಾನ bbox=[195, 85, 551, 116]
theatre-phone bbox=[891, 785, 897, 794]
story8-headline-2: ಪದಾರ್ಥಗಳ ತಯಾರಿಕೆ ತರಬೇತಿ bbox=[728, 1043, 862, 1058]
story6-photo bbox=[296, 1002, 536, 1157]
film-shows: 2 ಪ್ರದರ್ಶನಗಳು bbox=[865, 910, 897, 917]
drc-row-1: ಸ್ಕ್ರೀನ್ 1 ಚಂಡೀಗಢ್ ಕರೇ ಆಶಿಕಿ (ಹಿಂ) ಬೆ.10.30, ಮ.1.05, ಸಂ.7.15, ರಾ.9.30 bbox=[669, 119, 921, 142]
